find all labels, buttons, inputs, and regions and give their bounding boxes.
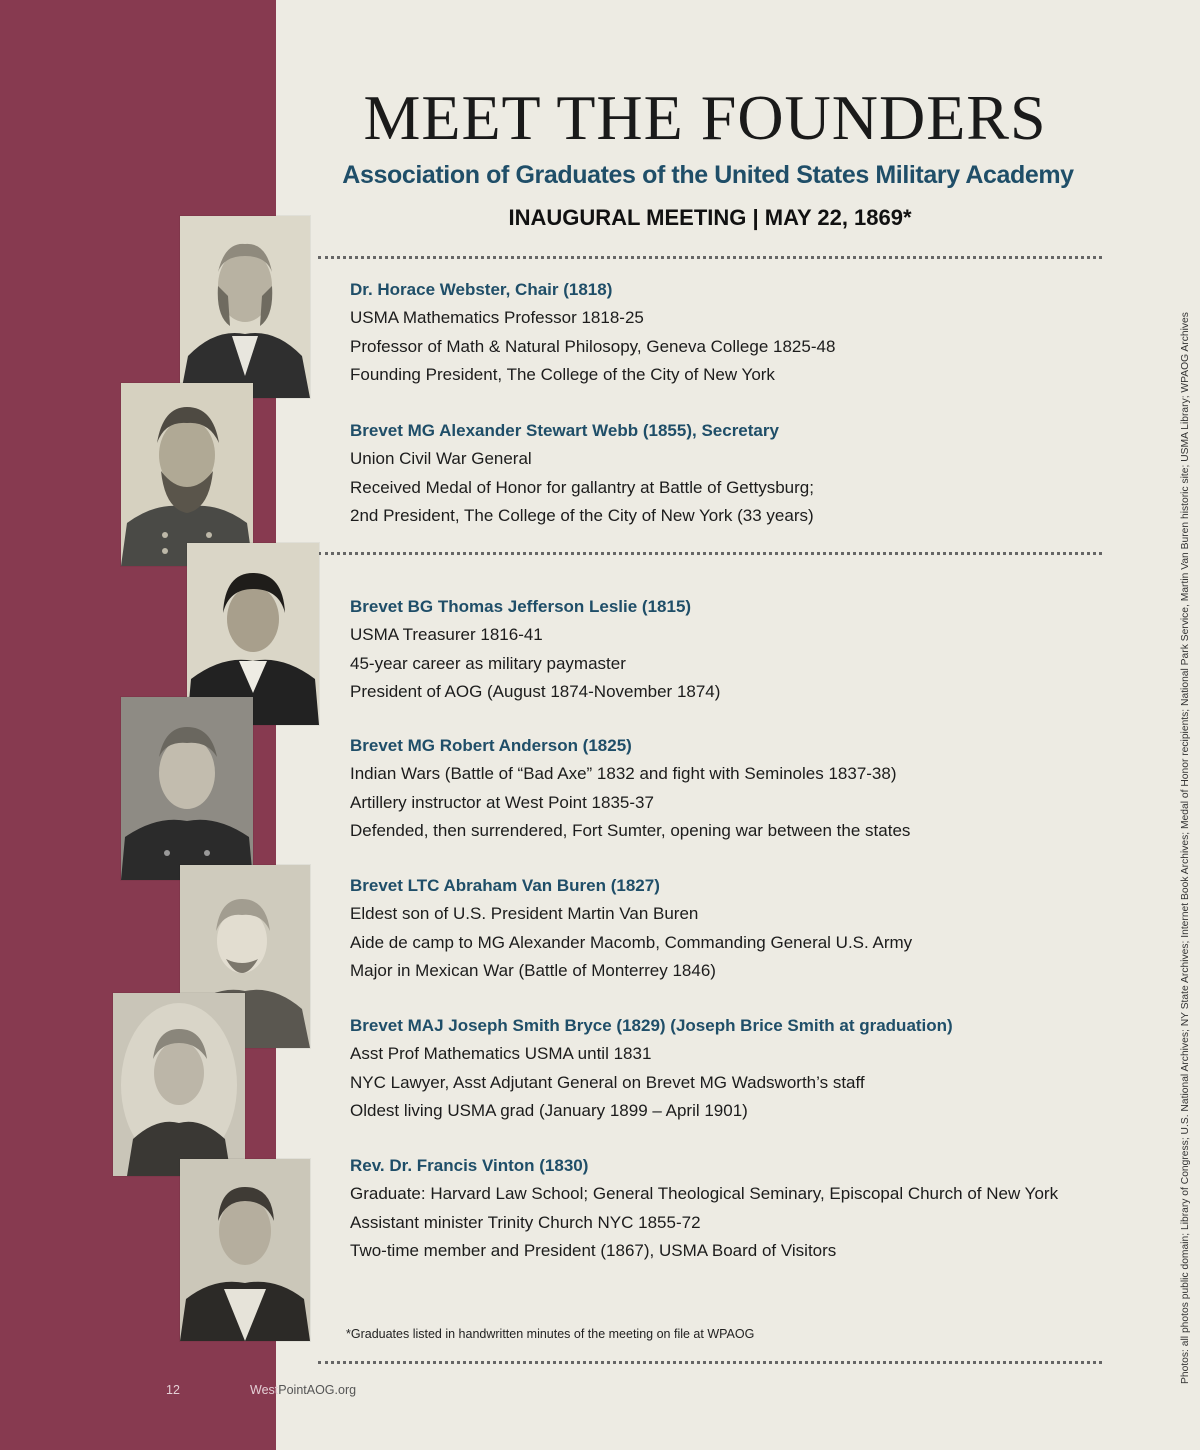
founder-detail: Two-time member and President (1867), USMA Board of Visitors [350,1241,837,1261]
founder-name: Brevet LTC Abraham Van Buren (1827) [350,876,660,895]
founder-detail: Aide de camp to MG Alexander Macomb, Commanding General U.S. Army [350,932,913,952]
founder-detail: Asst Prof Mathematics USMA until 1831 [350,1044,652,1063]
founder-entry-anderson [350,731,1120,846]
founder-detail: USMA Mathematics Professor 1818-25 [350,308,644,327]
founder-name: Dr. Horace Webster, Chair (1818) [350,280,613,299]
meeting-date: INAUGURAL MEETING | MAY 22, 1869* [508,205,912,230]
founder-entry-leslie [350,592,1120,707]
dotted-divider [318,552,1102,555]
founder-detail: Major in Mexican War (Battle of Monterrey 1846) [350,961,716,981]
founder-detail: Defended, then surrendered, Fort Sumter, opening war between the states [350,821,911,841]
founder-detail: Received Medal of Honor for gallantry at Battle of Gettysburg; [350,477,814,497]
page-subtitle: Association of Graduates of the United States Military Academy [342,161,1074,189]
photo-credit: Photos: all photos public domain; Library of Congress; U.S. National Archives; NY State Archives; Internet Book Archives; Medal of Honor recipients; National Park Service, Martin Van Buren historic site; USMA Library; WPAOG Archives [1180,312,1191,1384]
founder-detail: President of AOG (August 1874-November 1874) [350,682,721,702]
founder-name: Brevet MG Alexander Stewart Webb (1855), Secretary [350,421,779,440]
founder-detail: Indian Wars (Battle of “Bad Axe” 1832 and fight with Seminoles 1837-38) [350,764,897,783]
founder-detail: Union Civil War General [350,449,532,468]
portrait-webster [180,216,310,398]
founder-detail: Professor of Math & Natural Philosopy, Geneva College 1825-48 [350,336,836,356]
founder-name: Rev. Dr. Francis Vinton (1830) [350,1156,589,1175]
founder-detail: Founding President, The College of the City of New York [350,365,775,385]
founder-name: Brevet MAJ Joseph Smith Bryce (1829) (Joseph Brice Smith at graduation) [350,1016,953,1035]
founder-detail: USMA Treasurer 1816-41 [350,625,543,644]
founder-detail: 45-year career as military paymaster [350,653,626,673]
founder-detail: NYC Lawyer, Asst Adjutant General on Brevet MG Wadsworth’s staff [350,1072,865,1092]
portrait-vinton [180,1159,310,1341]
website-link[interactable] [250,1383,356,1397]
founder-entry-bryce [350,1011,1120,1126]
page-number: 12 [166,1383,180,1397]
portrait-anderson [121,697,253,880]
founder-entry-vinton [350,1151,1120,1266]
website-part: PointAOG.org [278,1383,357,1397]
founder-detail: 2nd President, The College of the City of New York (33 years) [350,506,814,526]
founder-detail: Assistant minister Trinity Church NYC 1855-72 [350,1212,701,1232]
footnote: *Graduates listed in handwritten minutes of the meeting on file at WPAOG [346,1327,755,1341]
founder-entry-webster [350,275,1120,390]
portrait-webb [121,383,253,566]
page-title: MEET THE FOUNDERS [363,82,1047,153]
founder-detail: Artillery instructor at West Point 1835-37 [350,792,654,812]
website-part: West [250,1383,279,1397]
founder-detail: Oldest living USMA grad (January 1899 – April 1901) [350,1101,748,1121]
founder-name: Brevet BG Thomas Jefferson Leslie (1815) [350,597,692,616]
founder-detail: Eldest son of U.S. President Martin Van Buren [350,904,699,923]
dotted-divider [318,1361,1102,1364]
dotted-divider [318,256,1102,259]
founder-entry-van-buren [350,871,1120,986]
portrait-bryce [113,993,245,1176]
founder-name: Brevet MG Robert Anderson (1825) [350,736,632,755]
founder-detail: Graduate: Harvard Law School; General Theological Seminary, Episcopal Church of New York [350,1184,1059,1203]
founder-entry-webb [350,416,1120,531]
